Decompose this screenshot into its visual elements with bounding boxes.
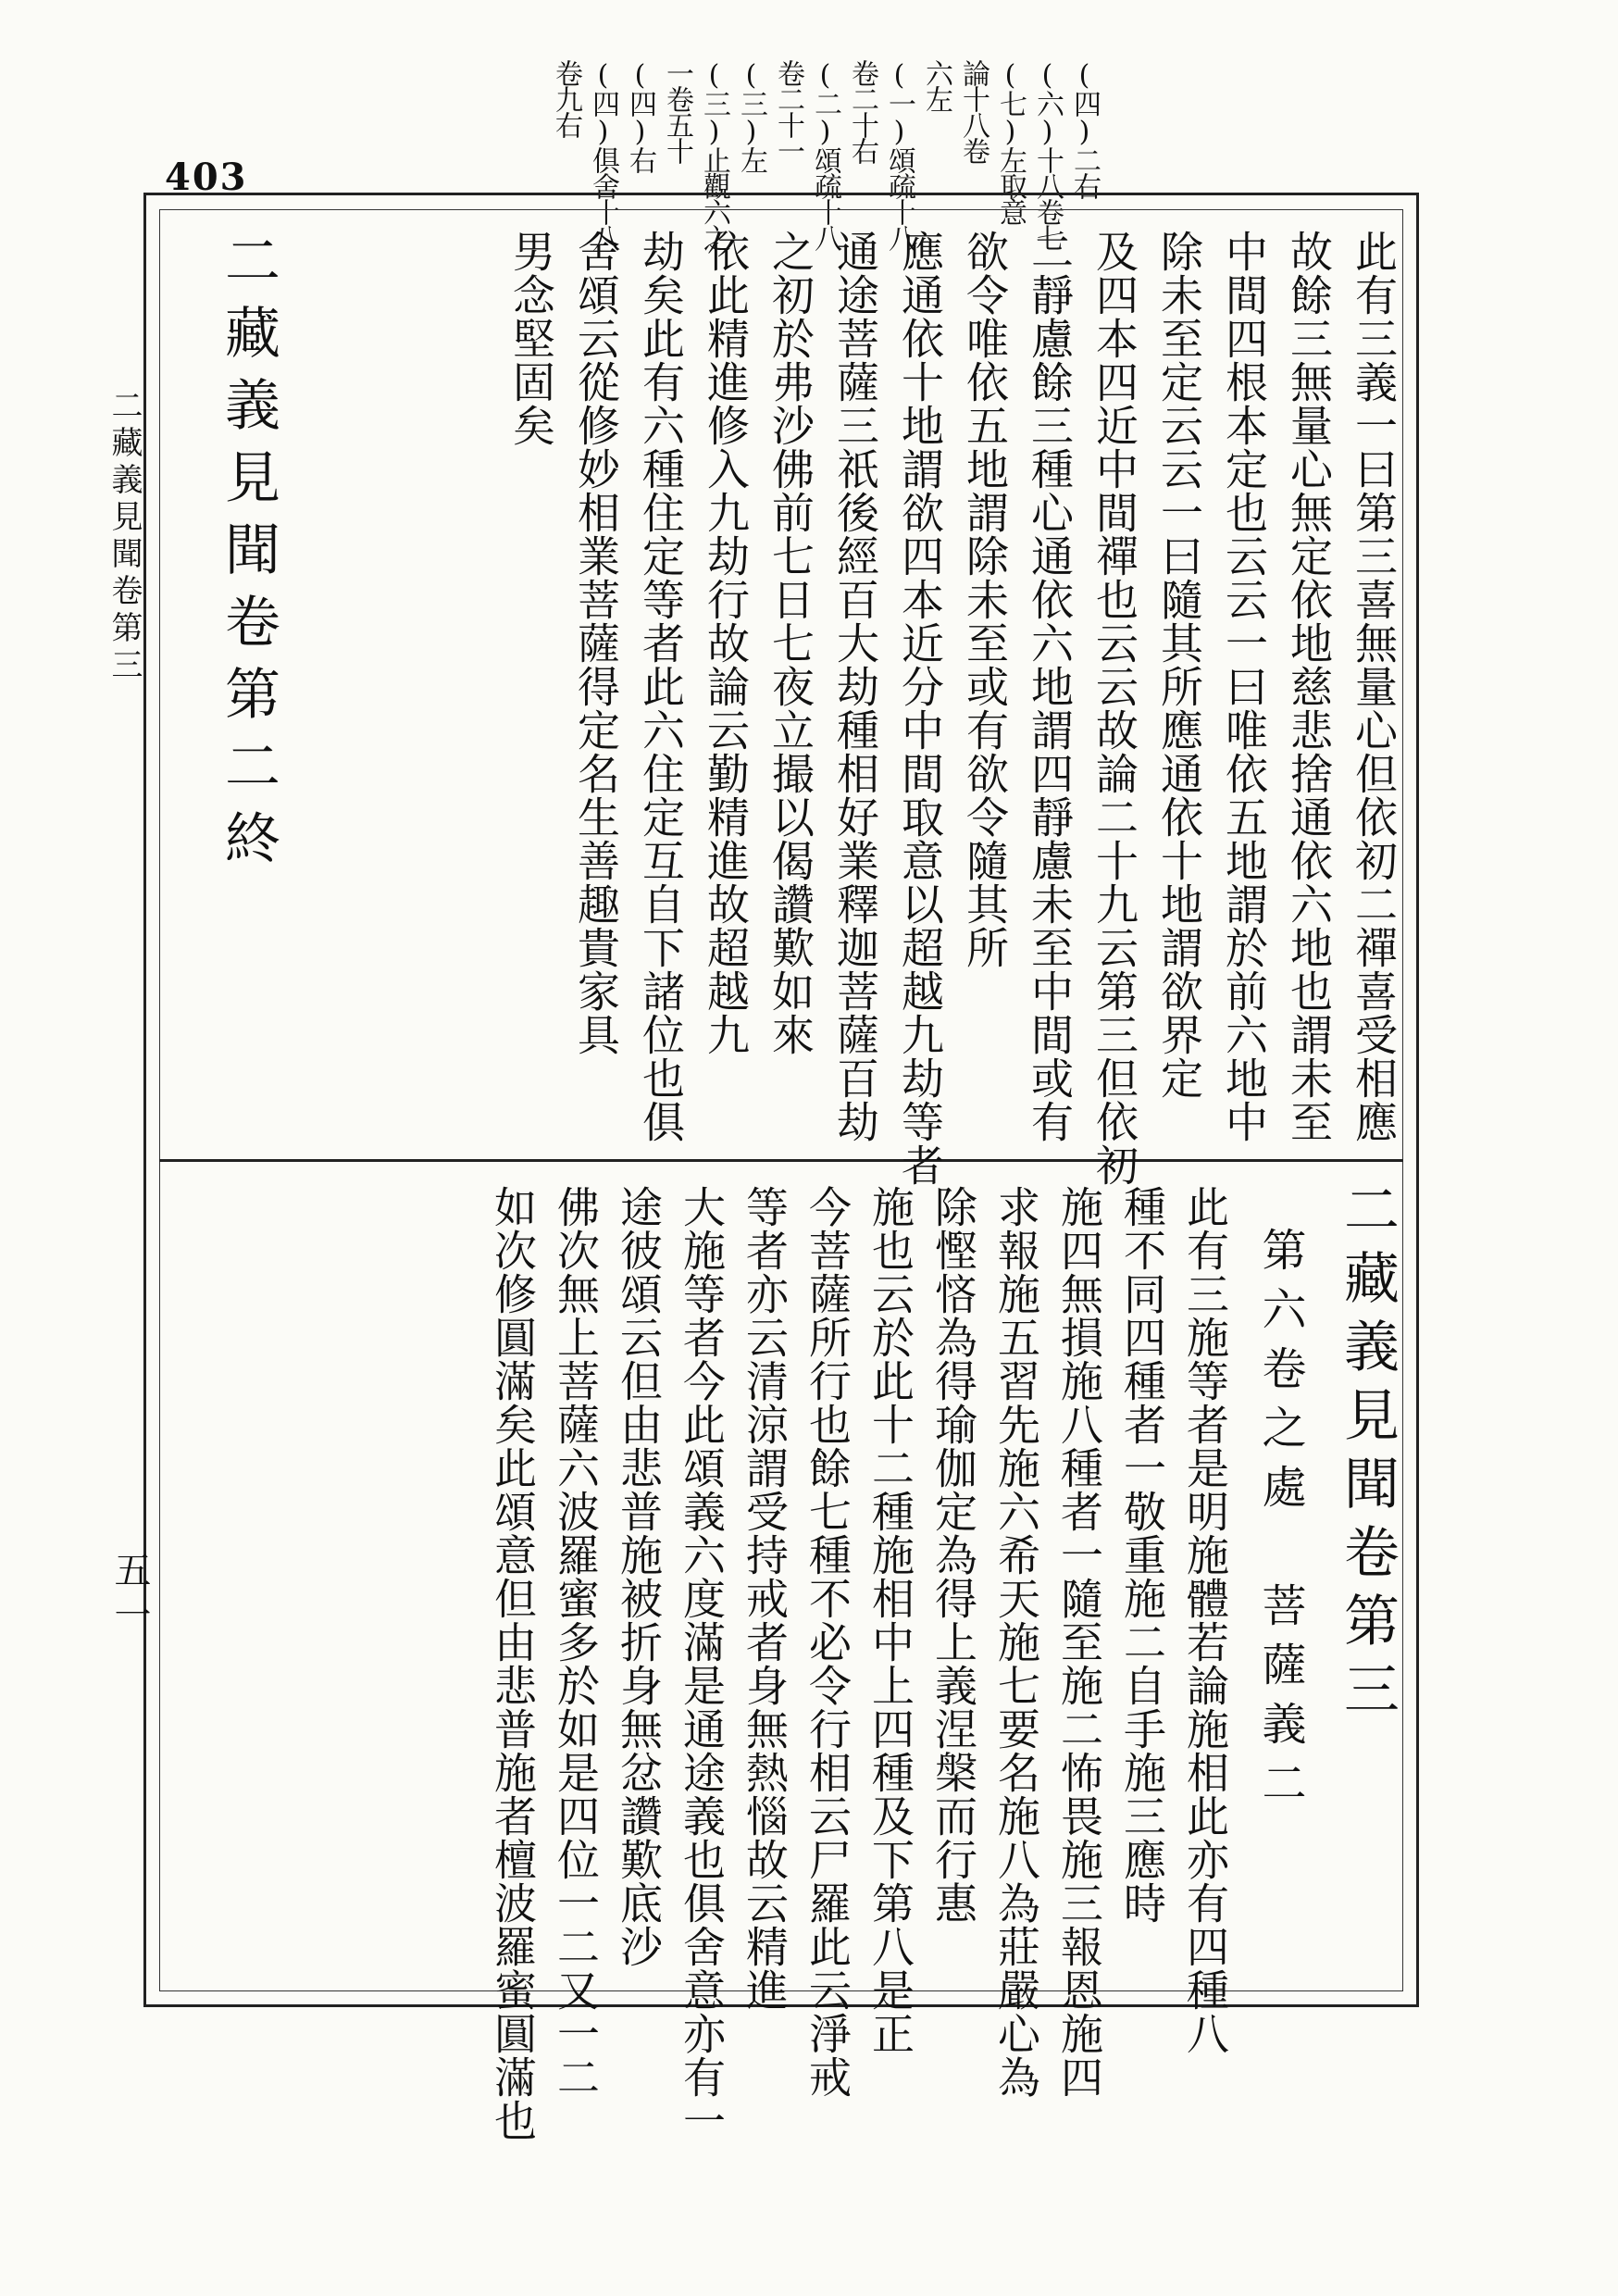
text-column: 施四無損施八種者一隨至施二怖畏施三報恩施四 bbox=[1054, 1185, 1104, 2099]
page-number: 403 bbox=[165, 156, 248, 199]
editor-note: (六)十八卷七 bbox=[1031, 59, 1064, 250]
editor-note: 卷二十一 bbox=[772, 59, 804, 163]
text-column: 大施等者今此頌義六度滿是通途義也俱舍意亦有一 bbox=[677, 1185, 727, 2142]
text-column: 施也云於此十二種施相中上四種及下第八是正 bbox=[865, 1185, 915, 2055]
editor-note: 六左 bbox=[920, 59, 952, 111]
editor-note: (七)左取意 bbox=[994, 59, 1027, 224]
editor-note: (一)頌疏十八 bbox=[883, 59, 915, 250]
text-column: 佛次無上菩薩六波羅蜜多於如是四位一二又一二 bbox=[551, 1185, 601, 2099]
text-column: 此有三施等者是明施體若論施相此亦有四種八 bbox=[1180, 1185, 1230, 2055]
editor-note: (三)止觀六之 bbox=[698, 59, 730, 250]
text-column: 此有三義一曰第三喜無量心但依初二禪喜受相應 bbox=[1349, 230, 1399, 1143]
running-head: 二藏義見聞卷第三 bbox=[106, 389, 143, 685]
volume-end-title: 二藏義見聞卷第二終 bbox=[216, 231, 280, 881]
editor-note: 卷九右 bbox=[550, 59, 582, 137]
volume-title: 二藏義見聞卷第三 bbox=[1335, 1180, 1400, 1728]
editor-note: (三)左 bbox=[735, 59, 767, 172]
text-column: 欲令唯依五地謂除未至或有欲令隨其所 bbox=[960, 230, 1010, 969]
text-column: 通途菩薩三祇後經百大劫種相好業釋迦菩薩百劫 bbox=[830, 230, 880, 1143]
text-column: 求報施五習先施六希天施七要名施八為莊嚴心為 bbox=[991, 1185, 1041, 2099]
sheet-number: 五一 bbox=[108, 1551, 151, 1640]
text-column: 等者亦云清涼謂受持戒者身無熱惱故云精進 bbox=[740, 1185, 790, 2012]
text-column: 中間四根本定也云云一曰唯依五地謂於前六地中 bbox=[1219, 230, 1269, 1143]
text-column: 除慳悋為得瑜伽定為得上義涅槃而行惠 bbox=[928, 1185, 978, 1925]
editor-note: 論十八卷 bbox=[957, 59, 989, 163]
text-column: 劫矣此有六種住定等者此六住定互自下諸位也俱 bbox=[636, 230, 686, 1143]
editor-note: (四)右 bbox=[624, 59, 656, 172]
text-column: 今菩薩所行也餘七種不必令行相云尸羅此云淨戒 bbox=[803, 1185, 853, 2099]
text-column: 及四本四近中間禪也云云故論二十九云第三但依初 bbox=[1089, 230, 1139, 1187]
section-heading: 第六卷之處 菩薩義二 bbox=[1254, 1227, 1306, 1819]
text-column: 二靜慮餘三種心通依六地謂四靜慮未至中間或有 bbox=[1025, 230, 1075, 1143]
upper-text-block bbox=[506, 230, 1399, 1187]
text-column: 故餘三無量心無定依地慈悲捨通依六地也謂未至 bbox=[1284, 230, 1334, 1143]
lower-text-block bbox=[488, 1185, 1230, 2142]
text-column: 男念堅固矣 bbox=[506, 230, 556, 447]
text-column: 舍頌云從修妙相業菩薩得定名生善趣貴家具 bbox=[571, 230, 621, 1056]
text-column: 之初於弗沙佛前七日七夜立撮以偈讚歎如來 bbox=[765, 230, 815, 1056]
editor-note: (四)二右 bbox=[1068, 59, 1101, 198]
text-column: 依此精進修入九劫行故論云勤精進故超越九 bbox=[701, 230, 751, 1056]
text-column: 如次修圓滿矣此頌意但由悲普施者檀波羅蜜圓滿也 bbox=[488, 1185, 538, 2142]
text-column: 途彼頌云但由悲普施被折身無忿讚歎底沙 bbox=[614, 1185, 664, 1968]
text-column: 種不同四種者一敬重施二自手施三應時 bbox=[1117, 1185, 1167, 1925]
editor-note: 卷二十右 bbox=[846, 59, 878, 163]
text-column: 應通依十地謂欲四本近分中間取意以超越九劫等者 bbox=[895, 230, 945, 1187]
text-column: 除未至定云云一曰隨其所應通依十地謂欲界定 bbox=[1154, 230, 1204, 1100]
section-divider bbox=[159, 1159, 1403, 1162]
editor-note: (二)頌疏十八 bbox=[809, 59, 841, 250]
editor-note: 一卷五十 bbox=[661, 59, 693, 163]
editor-note: (四)俱舍十八 bbox=[587, 59, 619, 250]
